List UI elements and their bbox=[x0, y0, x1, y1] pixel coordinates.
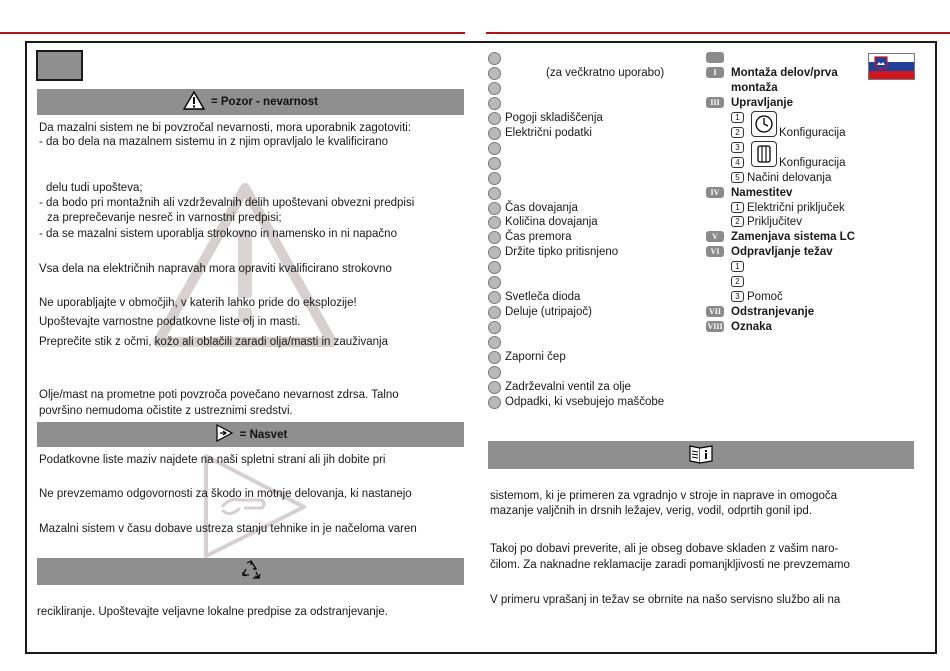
warning-line-8: Ne uporabljajte v območjih, v katerih lahko pride do eksplozije! bbox=[39, 297, 357, 309]
legend-symbol-icon bbox=[488, 351, 501, 364]
legend-label: Odpadki, ki vsebujejo maščobe bbox=[505, 396, 665, 408]
toc-ch8-num: VIII bbox=[707, 322, 723, 331]
toc-ch3-sub5-num: 5 bbox=[731, 172, 744, 183]
toc-ch6-sub3-num: 3 bbox=[731, 291, 744, 302]
toc-ch5-num: V bbox=[706, 231, 724, 242]
legend-symbol-icon bbox=[488, 97, 501, 110]
warning-line-4: - da bodo pri montažnih ali vzdrževalnih delih upoštevani obvezni predpisi bbox=[39, 197, 415, 209]
legend-symbol-icon bbox=[488, 142, 501, 155]
warning-line-10: Preprečite stik z očmi, kožo ali oblačili zaradi olja/masti in zauživanja bbox=[39, 336, 388, 348]
warning-line-11: Olje/mast na prometne poti povzroča povečano nevarnost zdrsa. Talno bbox=[39, 389, 399, 401]
legend-symbol-icon bbox=[488, 291, 501, 304]
warning-line-5: za preprečevanje nesreč in varnostni predpisi; bbox=[47, 212, 282, 224]
legend-symbol-icon bbox=[488, 336, 501, 349]
toc-ch7-num: VII bbox=[706, 306, 724, 317]
legend-label: Zadrževalni ventil za olje bbox=[505, 381, 631, 393]
toc-ch4-sub2[interactable]: Priključitev bbox=[747, 216, 802, 228]
clock-timer-icon bbox=[751, 111, 777, 137]
legend-symbol-icon bbox=[488, 306, 501, 319]
tip-title: = Nasvet bbox=[239, 428, 288, 441]
legend-symbol-icon bbox=[488, 246, 501, 259]
chapter-bar-empty bbox=[706, 52, 724, 63]
toc-ch7-title[interactable]: Odstranjevanje bbox=[731, 306, 815, 318]
intro-line-3: Takoj po dobavi preverite, ali je obseg dobave skladen z vašim naro- bbox=[490, 543, 839, 555]
legend-symbol-icon bbox=[488, 157, 501, 170]
toc-ch3-sub3-num: 3 bbox=[731, 142, 744, 153]
legend-label: Deluje (utripajoč) bbox=[505, 306, 592, 318]
intro-line-2: mazanje valjčnih in drsnih ležajev, verig, vodil, odprtih gonil ipd. bbox=[490, 505, 812, 517]
toc-ch3-sub1-num: 1 bbox=[731, 112, 744, 123]
legend-label: Električni podatki bbox=[505, 127, 592, 139]
warning-line-12: površino nemudoma očistite z ustreznimi sredstvi. bbox=[39, 405, 293, 417]
legend-symbol-icon bbox=[488, 276, 501, 289]
warning-line-2: - da bo dela na mazalnem sistemu in z njim opravljalo le kvalificirano bbox=[39, 136, 388, 148]
warning-title: = Pozor - nevarnost bbox=[210, 96, 319, 108]
legend-symbol-icon bbox=[488, 82, 501, 95]
chapter-box bbox=[36, 50, 83, 81]
tip-bar bbox=[37, 422, 464, 447]
toc-ch5-title[interactable]: Zamenjava sistema LC bbox=[731, 231, 856, 243]
recycle-line: recikliranje. Upoštevajte veljavne lokalne predpise za odstranjevanje. bbox=[37, 606, 388, 618]
toc-ch1-title[interactable]: Montaža delov/prva bbox=[731, 67, 838, 79]
legend-symbol-icon bbox=[488, 112, 501, 125]
legend-symbol-icon bbox=[488, 187, 501, 200]
legend-label: Zaporni čep bbox=[505, 351, 566, 363]
legend-symbol-icon bbox=[488, 396, 501, 409]
legend-label: Količina dovajanja bbox=[505, 216, 598, 228]
warning-line-6: - da se mazalni sistem uporablja strokovno in namensko in ni napačno bbox=[39, 228, 397, 240]
warning-line-7: Vsa dela na električnih napravah mora opraviti kvalificirano strokovno bbox=[39, 263, 392, 275]
pointing-hand-icon bbox=[214, 423, 234, 446]
toc-ch4-sub1[interactable]: Električni priključek bbox=[747, 202, 845, 214]
legend-label: Držite tipko pritisnjeno bbox=[505, 246, 619, 258]
legend-symbol-icon bbox=[488, 321, 501, 334]
toc-ch6-num: VI bbox=[706, 246, 724, 257]
legend-label: Čas premora bbox=[505, 231, 572, 243]
legend-symbol-icon bbox=[488, 52, 501, 65]
header-rule-left bbox=[0, 32, 465, 34]
legend-symbol-icon bbox=[488, 202, 501, 215]
header-rule-right bbox=[486, 32, 950, 34]
warning-line-1: Da mazalni sistem ne bi povzročal nevarnosti, mora uporabnik zagotoviti: bbox=[39, 122, 412, 134]
toc-ch3-sub4-num: 4 bbox=[731, 157, 744, 168]
toc-ch3-config-2[interactable]: Konfiguracija bbox=[779, 157, 846, 169]
toc-ch3-modes[interactable]: Načini delovanja bbox=[747, 172, 832, 184]
book-info-icon bbox=[688, 443, 714, 468]
toc-ch3-sub2-num: 2 bbox=[731, 127, 744, 138]
warning-bar bbox=[37, 89, 464, 115]
toc-ch8-title[interactable]: Oznaka bbox=[731, 321, 772, 333]
legend-symbol-icon bbox=[488, 381, 501, 394]
pump-unit-icon bbox=[751, 141, 777, 167]
legend-label: Čas dovajanja bbox=[505, 202, 578, 214]
tip-line-2: Ne prevzemamo odgovornosti za škodo in motnje delovanja, ki nastanejo bbox=[39, 488, 412, 500]
legend-symbol-icon bbox=[488, 127, 501, 140]
toc-ch6-sub1-num: 1 bbox=[731, 261, 744, 272]
legend-symbol-icon bbox=[488, 261, 501, 274]
legend-label: (za večkratno uporabo) bbox=[546, 67, 665, 79]
toc-ch6-help[interactable]: Pomoč bbox=[747, 291, 783, 303]
toc-ch4-title[interactable]: Namestitev bbox=[731, 187, 793, 199]
legend-label: Svetleča dioda bbox=[505, 291, 581, 303]
toc-ch4-sub1-num: 1 bbox=[731, 202, 744, 213]
tip-watermark-icon bbox=[200, 452, 310, 562]
toc-ch4-sub2-num: 2 bbox=[731, 216, 744, 227]
warning-line-9: Upoštevajte varnostne podatkovne liste olj in masti. bbox=[39, 316, 301, 328]
legend-label: Pogoji skladiščenja bbox=[505, 112, 603, 124]
tip-line-3: Mazalni sistem v času dobave ustreza stanju tehnike in je načeloma varen bbox=[39, 523, 417, 535]
intro-line-5: V primeru vprašanj in težav se obrnite na našo servisno službo ali na bbox=[490, 594, 841, 606]
toc-ch3-num: III bbox=[706, 97, 724, 108]
intro-line-1: sistemom, ki je primeren za vgradnjo v stroje in naprave in omogoča bbox=[490, 490, 838, 502]
warning-triangle-icon bbox=[183, 91, 205, 113]
warning-line-3: delu tudi upošteva; bbox=[46, 182, 143, 194]
toc-ch3-title[interactable]: Upravljanje bbox=[731, 97, 793, 109]
toc-ch3-config-1[interactable]: Konfiguracija bbox=[779, 127, 846, 139]
toc-ch6-sub2-num: 2 bbox=[731, 276, 744, 287]
legend-symbol-icon bbox=[488, 366, 501, 379]
tip-line-1: Podatkovne liste maziv najdete na naši spletni strani ali jih dobite pri bbox=[39, 454, 386, 466]
legend-symbol-icon bbox=[488, 67, 501, 80]
toc-ch1-title-cont[interactable]: montaža bbox=[731, 82, 778, 94]
toc-ch4-num: IV bbox=[706, 187, 724, 198]
toc-ch1-num: I bbox=[706, 67, 724, 78]
manual-bar bbox=[488, 441, 914, 469]
legend-symbol-icon bbox=[488, 231, 501, 244]
intro-line-4: čilom. Za naknadne reklamacije zaradi pomanjkljivosti ne prevzemamo bbox=[490, 559, 850, 571]
slovenia-flag-icon bbox=[868, 53, 915, 80]
recycle-bar bbox=[37, 558, 464, 585]
recycle-icon bbox=[239, 559, 263, 584]
legend-symbol-icon bbox=[488, 216, 501, 229]
toc-ch6-title[interactable]: Odpravljanje težav bbox=[731, 246, 833, 258]
legend-symbol-icon bbox=[488, 172, 501, 185]
